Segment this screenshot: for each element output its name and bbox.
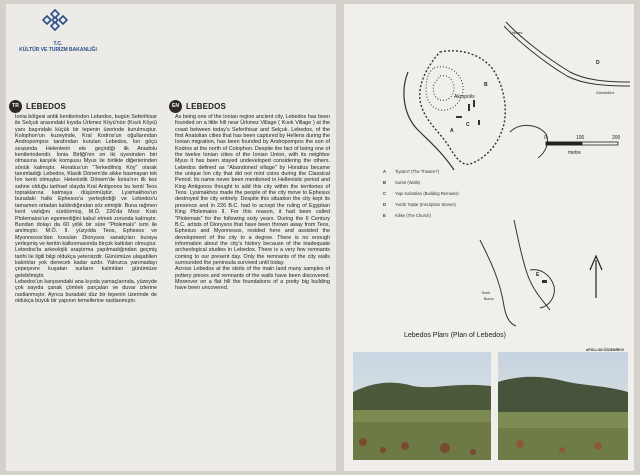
turkish-title: LEBEDOS: [26, 102, 67, 111]
english-title: LEBEDOS: [186, 102, 227, 111]
scale-unit: metre: [568, 150, 581, 156]
scale-tick-0: 0: [544, 135, 547, 141]
site-plan-map: [370, 12, 634, 172]
map-label-burnu: Burnu: [484, 297, 494, 301]
map-label-road-right: Gümüldür'e: [596, 91, 615, 95]
legend-item: B Surlar (Walls): [383, 180, 421, 185]
photo-credit: APOLLON ÖZDEMİROV: [586, 348, 625, 352]
peninsula-plan: [470, 210, 620, 330]
map-label-e: E: [536, 272, 540, 278]
scale-tick-100: 100: [576, 135, 585, 141]
map-label-d: D: [596, 60, 600, 66]
plan-caption: Lebedos Planı (Plan of Lebedos): [404, 332, 506, 339]
turkish-text: İonia bölgesi antik kentlerinden Lebedos, bugün Seferihisar ile Selçuk arasındaki kıyıda Ürkmez Köyü'nün (Kısık Köyü) yanı başındaki küçük bir tepenin üzerinde kurulmuştur. Kolophon'un kuzeyinde, Kral Kodros'un oğullarından Andropompos tarafından kurulan Lebedos, İon göçü sırasında Helenlerin ele geçirdiği ilk Anadolu kentlerindendir. İonia Birliği'nin on iki üyesinden biri olmasına karşılık komşusu Myus ile birlikte diğerlerinden sönük kalmıştır. Horatius'un "Terkedilmiş Köy" olarak tanımladığı Lebedos, Klasik Dönem'de sikke basmayan tek İon kenti olmuştur. Helenistik Dönem'de İonia'nın ilk kez sahne olduğu tarihsel olayda Kral Antigonos bu kenti Teos topraklarına katmaya düşünmüştür. Lysimakhos'un buradaki halkı Ephesos'a yerleştirdiği ve Lebedos'u tamamen ortadan kaldırdığından söz etmiştir. Buna rağmen kent varlığını sürdürmüş, M.Ö. 226'da Mısır Kralı Ptolemaios'un egemenliğini kabul etmek zorunda kalmıştır. Bundan dolayı da 60 yıllık bir süre "Ptolemais" ismi ile anılmıştır. M.Ö. II. yüzyılda Teos, Ephesos ve Myonnesos'dan kovulan Dionysos sanatçıları buraya yerleşmiş ve kentin kalkınmasında birçok katkıları olmuştur. Lebedos'ta arkeolojik araştırma yapılmadığından geçmiş tarihi ile ilgili bilgi oldukça yetersizdir. Günümüze ulaşabilen kalıntılar yok denecek kadar azdır. Yalnızca yarımadayı çepeçevre kuşatan surların kalıntıları günümüze gelebilmiştir. Lebedos'un karşısındaki ana kıyıda yamaçlarında, yüzeyde çok sayıda çanak çömlek parçaları ve duvar izlerine rastlanmıştır. Ayrıca buradaki düz bir tepenin üzerinde de oldukça büyük bir yapının temellerine rastlanmıştır.: [15, 114, 157, 304]
legend-item: A Tiyatro? (The Theatre?): [383, 169, 439, 174]
map-label-akropolis: Akropolis: [454, 94, 475, 100]
map-label-c: C: [466, 122, 470, 128]
map-label-road-top: Ürkmez: [510, 31, 523, 35]
ministry-logo-icon: [42, 8, 68, 32]
map-label-kisik: Kısık: [482, 291, 490, 295]
language-badge-en: EN: [169, 100, 182, 113]
site-photo-left: [353, 352, 491, 460]
ministry-tc: T.C.: [53, 41, 63, 47]
map-label-a: A: [450, 128, 454, 134]
legend-item: E Kilise (The Church): [383, 213, 431, 218]
scale-tick-200: 200: [612, 135, 621, 141]
site-photo-right: [498, 352, 628, 460]
ministry-name: [12, 41, 104, 53]
legend-item: C Yapı Kalıntıları (Building Remains): [383, 191, 459, 196]
map-label-b: B: [484, 82, 488, 88]
english-text: As being one of the Ionian region ancient city, Lebedos has been founded on a little hill near Ürkmez Village ( Kısık Village ) at the coast between today's Seferihisar and Selçuk. Lebedos, of the first Anatolian cities that has been captured by Hellens during the Ionian migration, has been founded by Andropompos the son of Kodros at the north of Colophon. Despite the fact of being one of the twelve Ionian cities of the Ionian Union, with its neighbor Myus it has been stayed undeveloped considering the others. Lebedos defined as "Abandoned village" by Horatius became the unique Ion city that did not mint coins during the Classical Period. Its name never been mentioned in Hellenistic period and King Antigonos thought to add this city within the territories of Teos. Lysimakhos made the people of the city move to Ephesus destroyed the city entirely. Despite this situation the city kept its presence and in 226 B.C. had to accept the ruling of Egyptian King Ptolemaios II. For this reason, it had been called "Ptolemais" for the following sixty years. During the II Century B.C. artists of Dionysos that have been thrown away from Teos, Ephesus and Myonnesos, resided here and assisted the development of the city to a degree. There is no enough information about the city's history because of the inadequate archeological studies in Lebedos. There is a very few remnants coming to our present day. Only the remnants of the city walls surrounded the peninsula survived until today. Across Lebedos at the skirts of the main land many samples of pottery pieces and remnants of the walls have been discovered. Moreover on a flat hill the foundations of a pretty big building have been uncovered.: [175, 114, 330, 292]
legend-item: D Yazıtlı Taşlar (Inscription Stones): [383, 202, 456, 207]
north-arrow-icon: [590, 256, 602, 298]
ministry-title: KÜLTÜR VE TURİZM BAKANLIĞI: [19, 47, 97, 53]
language-badge-tr: TR: [9, 100, 22, 113]
